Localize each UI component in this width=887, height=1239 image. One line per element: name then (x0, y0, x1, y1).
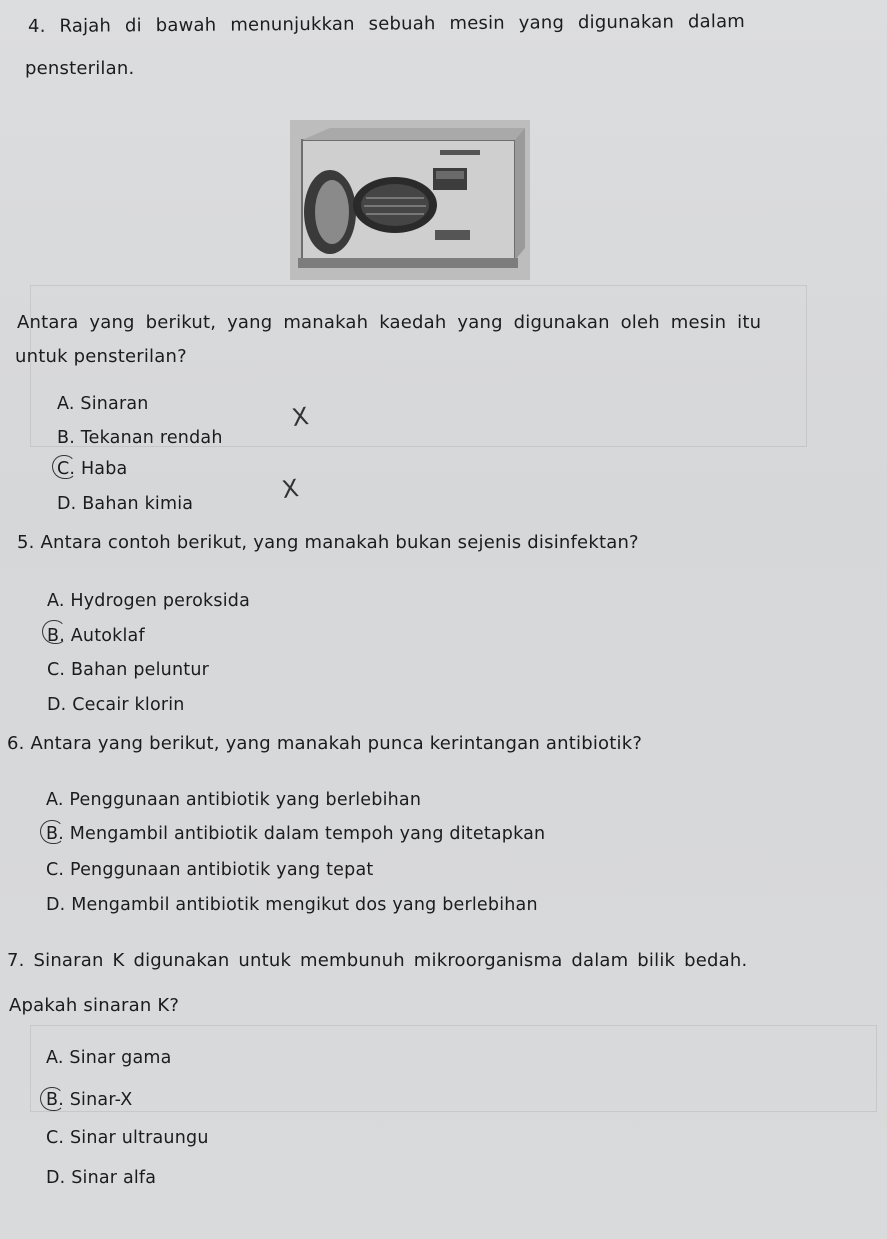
autoclave-image (290, 120, 530, 280)
autoclave-machine-icon (290, 120, 530, 280)
q5-option-a[interactable]: A. Hydrogen peroksida (47, 591, 250, 611)
q6-option-a[interactable]: A. Penggunaan antibiotik yang berlebihan (46, 790, 422, 810)
q4-question-line1: Antara yang berikut, yang manakah kaedah yang digunakan oleh mesin itu (17, 312, 762, 333)
q4-stem-line2: pensterilan. (25, 58, 135, 79)
q7-option-b[interactable]: B. Sinar-X (46, 1090, 133, 1110)
q6-stem: 6. Antara yang berikut, yang manakah punca kerintangan antibiotik? (7, 733, 643, 754)
bleed-through-box (30, 1025, 877, 1112)
q5-stem: 5. Antara contoh berikut, yang manakah bukan sejenis disinfektan? (17, 532, 639, 553)
q4-option-d[interactable]: D. Bahan kimia (57, 494, 194, 514)
q4-option-b[interactable]: B. Tekanan rendah (57, 428, 223, 448)
q7-option-d[interactable]: D. Sinar alfa (46, 1168, 157, 1188)
q4-option-a[interactable]: A. Sinaran (57, 394, 149, 414)
q5-option-c[interactable]: C. Bahan peluntur (47, 660, 210, 680)
q6-option-c[interactable]: C. Penggunaan antibiotik yang tepat (46, 860, 374, 880)
q5-option-d[interactable]: D. Cecair klorin (47, 695, 185, 715)
cross-mark-icon: X (280, 473, 301, 505)
cross-mark-icon: X (290, 401, 311, 433)
q6-option-b[interactable]: B. Mengambil antibiotik dalam tempoh yang ditetapkan (46, 824, 546, 844)
q7-option-c[interactable]: C. Sinar ultraungu (46, 1128, 209, 1148)
q4-question-line2: untuk pensterilan? (15, 346, 187, 367)
q7-option-a[interactable]: A. Sinar gama (46, 1048, 172, 1068)
q7-stem-line2: Apakah sinaran K? (9, 995, 180, 1016)
q5-option-b[interactable]: B. Autoklaf (47, 626, 145, 646)
q7-stem-line1: 7. Sinaran K digunakan untuk membunuh mikroorganisma dalam bilik bedah. (7, 950, 748, 971)
q6-option-d[interactable]: D. Mengambil antibiotik mengikut dos yang berlebihan (46, 895, 538, 915)
q4-stem-line1: 4. Rajah di bawah menunjukkan sebuah mesin yang digunakan dalam (27, 10, 746, 37)
q4-option-c[interactable]: C. Haba (57, 459, 128, 479)
